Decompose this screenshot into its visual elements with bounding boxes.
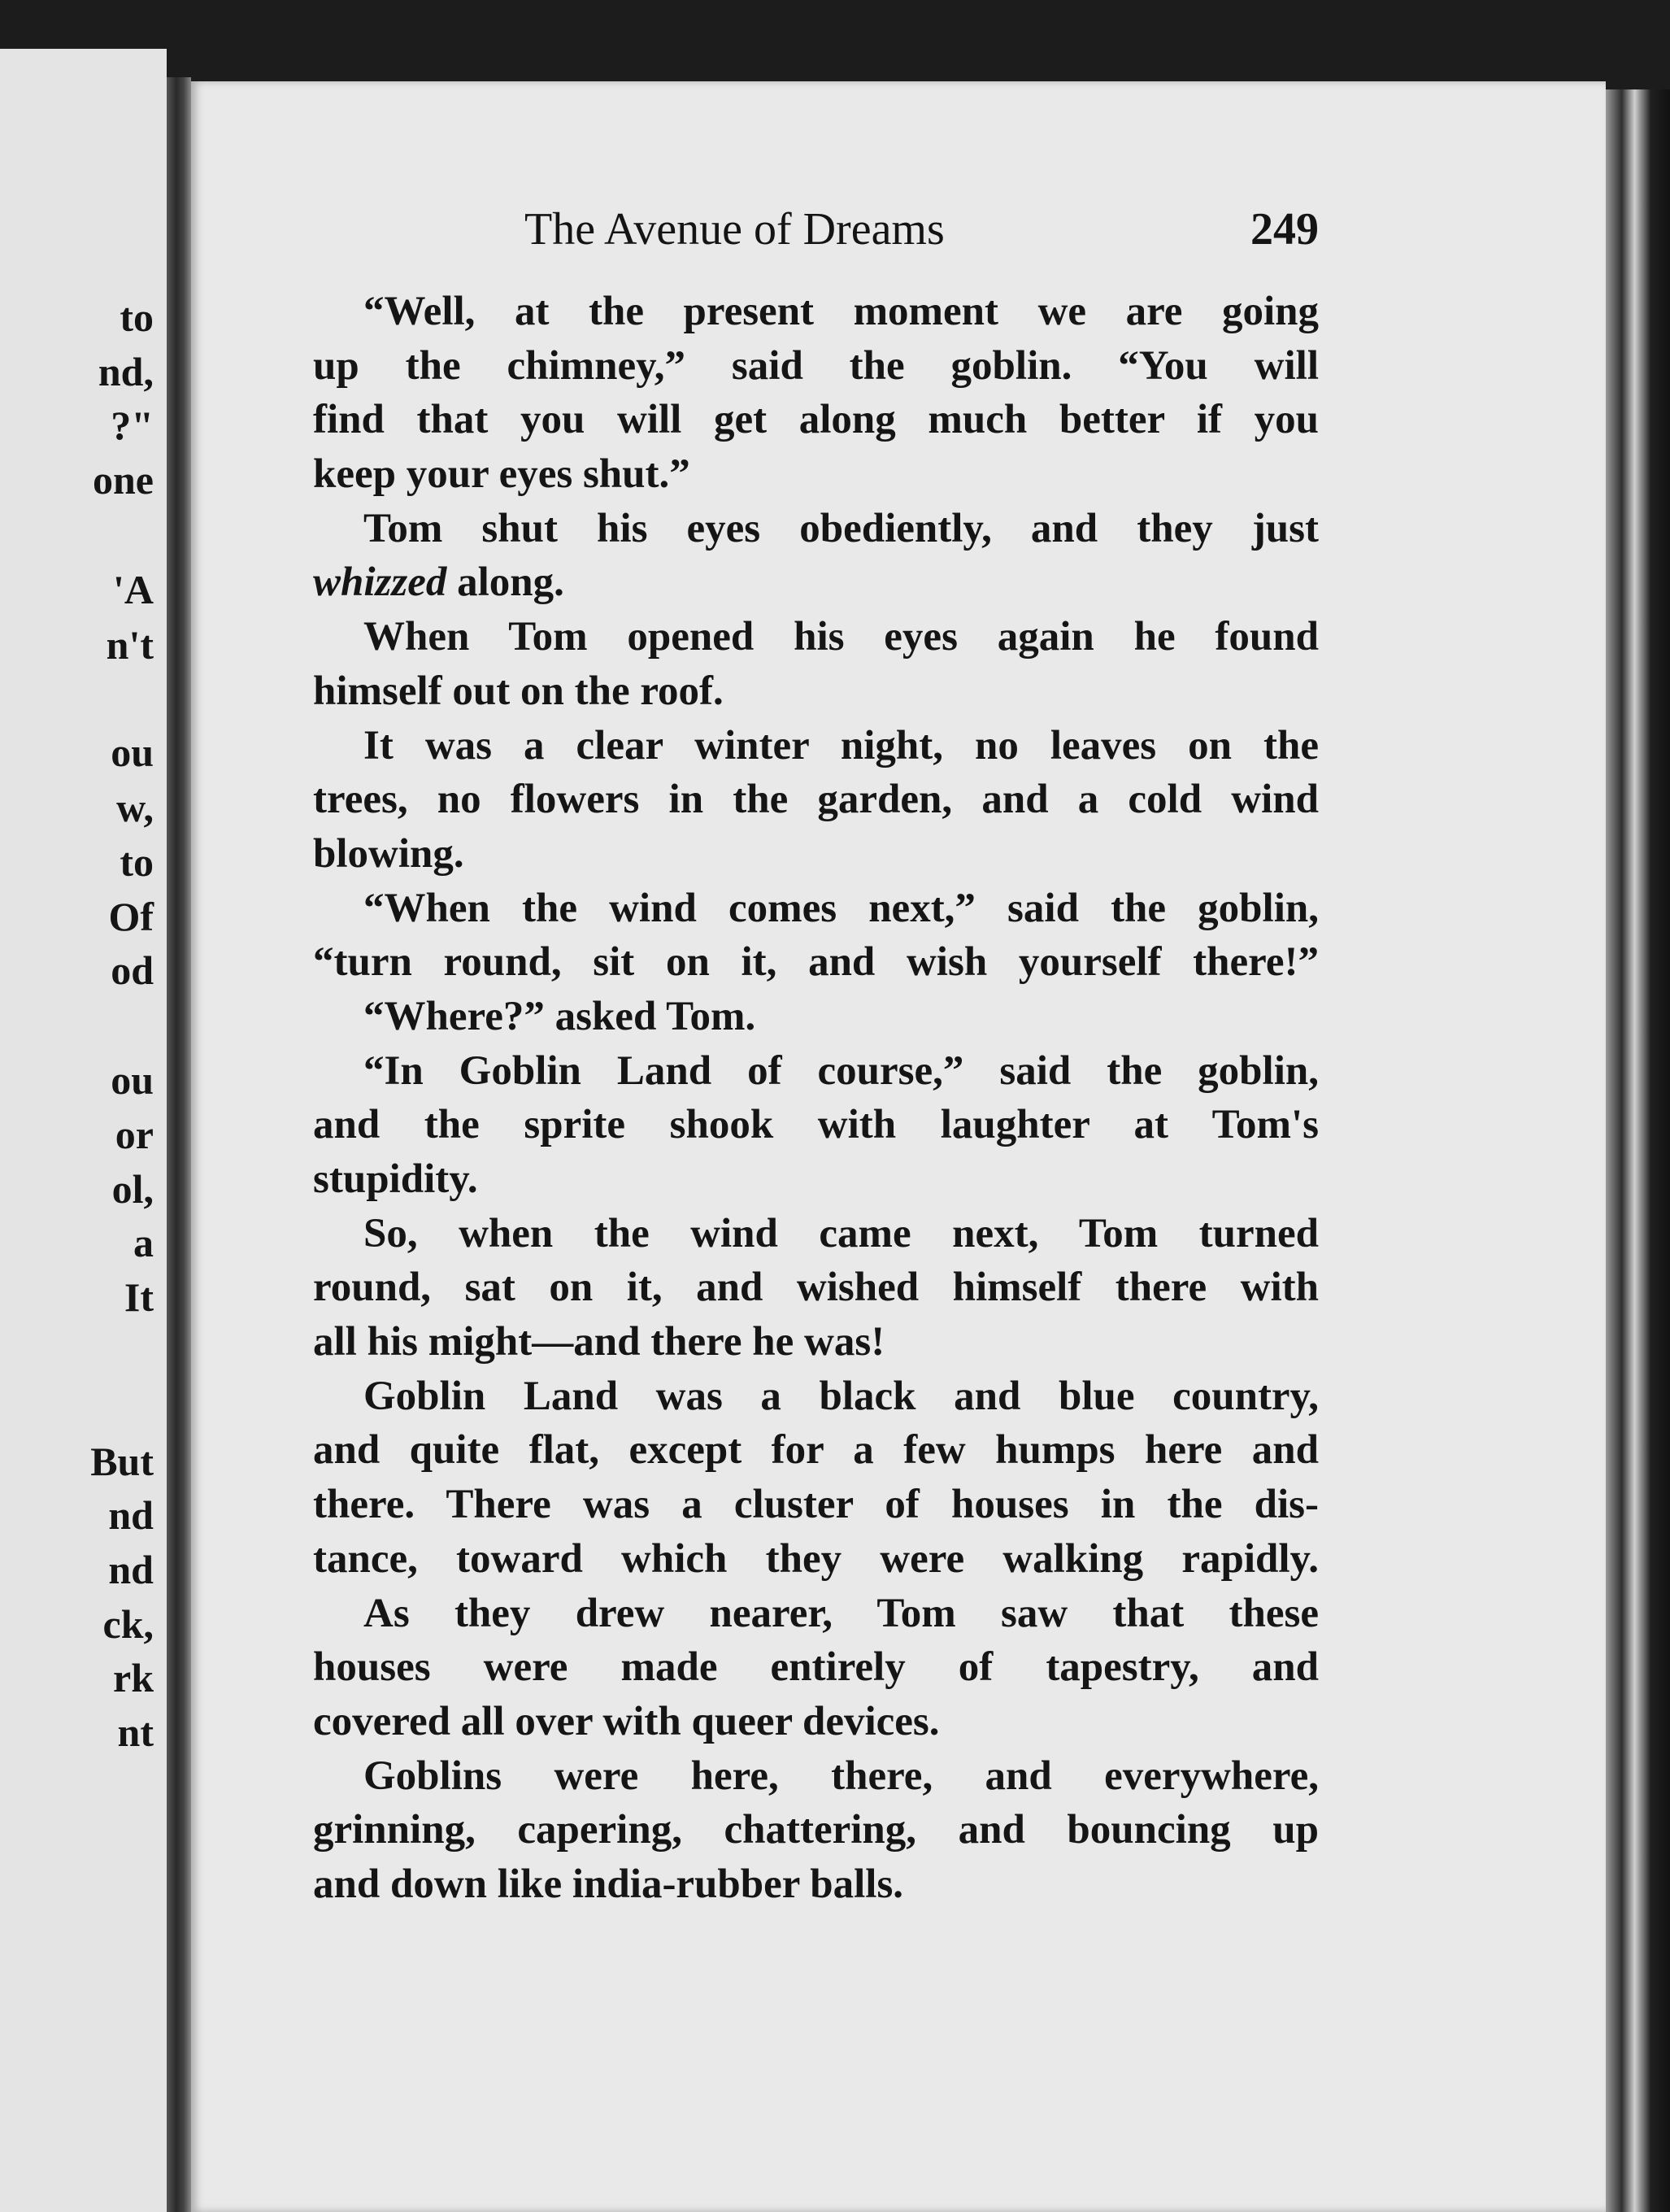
left-fragment: ou [111, 1057, 154, 1103]
text-line: keep your eyes shut.” [313, 451, 690, 498]
text-line: “Where?” asked Tom. [363, 993, 756, 1039]
text-line: “In Goblin Land of course,” said the goblin, [363, 1047, 1319, 1094]
left-fragment: It [124, 1274, 154, 1320]
left-fragment: n't [106, 622, 154, 668]
left-fragment: But [90, 1439, 154, 1484]
text-line: When Tom opened his eyes again he found [363, 614, 1319, 660]
text-line: and down like india-rubber balls. [313, 1861, 904, 1907]
left-fragment: ou [111, 729, 154, 775]
text-line: As they drew nearer, Tom saw that these [363, 1590, 1319, 1636]
left-facing-page [0, 49, 167, 2212]
left-fragment: ol, [111, 1166, 154, 1212]
text-line [313, 555, 1319, 610]
text-line: and the sprite shook with laughter at Tom's [313, 1102, 1319, 1148]
left-fragment: rk [113, 1655, 154, 1700]
text-line: “When the wind comes next,” said the goblin, [363, 885, 1319, 931]
text-line: Goblin Land was a black and blue country, [363, 1373, 1319, 1419]
text-line: up the chimney,” said the goblin. “You will [313, 342, 1319, 389]
text-line: and quite flat, except for a few humps here and [313, 1427, 1319, 1474]
left-fragment: or [115, 1112, 154, 1157]
text-line: It was a clear winter night, no leaves on the [363, 722, 1319, 769]
left-fragment: nd [108, 1547, 154, 1592]
left-fragment: nt [117, 1709, 154, 1755]
left-fragment: nd, [98, 349, 154, 394]
body-text [313, 285, 1319, 1912]
text-line: stupidity. [313, 1156, 478, 1202]
text-line: himself out on the roof. [313, 668, 724, 714]
left-fragment: w, [116, 785, 154, 830]
text-fragment: along. [446, 560, 564, 606]
text-line: tance, toward which they were walking rapidly. [313, 1535, 1319, 1582]
text-line: “turn round, sit on it, and wish yourself there!” [313, 939, 1319, 986]
left-fragment: od [111, 947, 154, 993]
left-fragment: to [120, 294, 154, 340]
running-title: The Avenue of Dreams [524, 204, 945, 255]
text-line: Goblins were here, there, and everywhere, [363, 1753, 1319, 1799]
page-number: 249 [1250, 204, 1319, 255]
left-fragment: a [133, 1220, 154, 1265]
text-line: trees, no flowers in the garden, and a cold wind [313, 777, 1319, 823]
left-fragment: 'A [113, 567, 154, 612]
text-line: Tom shut his eyes obediently, and they just [363, 505, 1319, 551]
left-fragment: one [93, 457, 154, 503]
left-fragment: Of [108, 894, 154, 939]
text-line: round, sat on it, and wished himself there with [313, 1265, 1319, 1311]
text-line: there. There was a cluster of houses in the dis- [313, 1482, 1319, 1528]
left-fragment: ?" [111, 403, 154, 448]
text-line: find that you will get along much better if you [313, 397, 1319, 443]
text-line: grinning, capering, chattering, and bouncing up [313, 1807, 1319, 1853]
left-fragment: to [120, 839, 154, 885]
book-gutter [167, 77, 191, 2212]
text-line: So, when the wind came next, Tom turned [363, 1210, 1319, 1256]
left-fragment: nd [108, 1492, 154, 1538]
text-line: “Well, at the present moment we are going [363, 289, 1319, 334]
page-header [524, 203, 1319, 260]
text-line: blowing. [313, 830, 464, 877]
left-fragment: ck, [102, 1601, 154, 1647]
text-line: covered all over with queer devices. [313, 1698, 940, 1744]
text-line: all his might—and there he was! [313, 1319, 885, 1365]
text-line: houses were made entirely of tapestry, and [313, 1644, 1319, 1691]
italic-word: whizzed [313, 560, 447, 606]
book-edge [1606, 89, 1670, 2212]
